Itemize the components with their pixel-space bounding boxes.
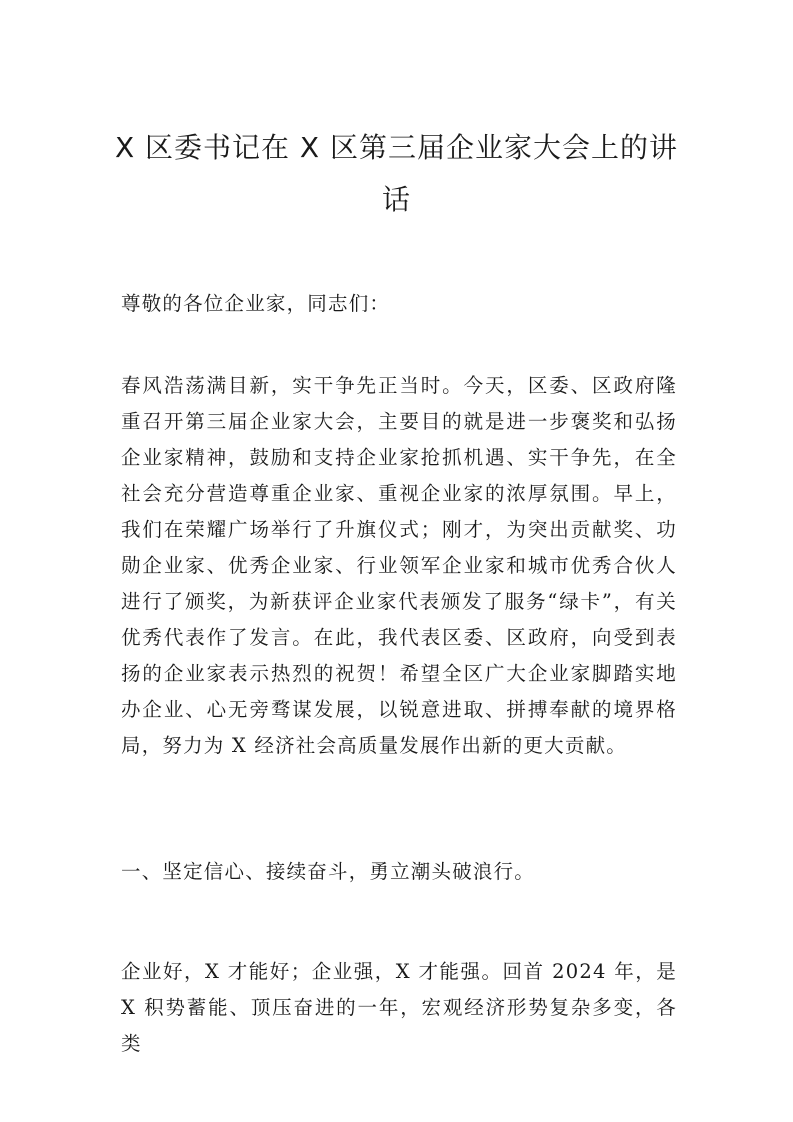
body-paragraph-1: 春风浩荡满目新，实干争先正当时。今天，区委、区政府隆重召开第三届企业家大会，主要目的就是进一步褒奖和弘扬企业家精神，鼓励和支持企业家抢抓机遇、实干争先，在全社会充分营造尊重企业家、重视企业家的浓厚氛围。早上，我们在荣耀广场举行了升旗仪式；刚才，为突出贡献奖、功勋企业家、优秀企业家、行业领军企业家和城市优秀合伙人进行了颁奖，为新获评企业家代表颁发了服务“绿卡”，有关优秀代表作了发言。在此，我代表区委、区政府，向受到表扬的企业家表示热烈的祝贺！希望全区广大企业家脚踏实地办企业、心无旁骛谋发展，以锐意进取、拼搏奉献的境界格局，努力为 X 经济社会高质量发展作出新的更大贡献。 — [121, 374, 677, 757]
section-heading-1: 一、坚定信心、接续奋斗，勇立潮头破浪行。 — [121, 860, 536, 883]
body-paragraph-2: 企业好，X 才能好；企业强，X 才能强。回首 2024 年，是 X 积势蓄能、顶压奋进的一年，宏观经济形势复杂多变，各类 — [121, 960, 677, 1055]
document-title: X 区委书记在 X 区第三届企业家大会上的讲话 — [114, 131, 679, 216]
salutation: 尊敬的各位企业家，同志们： — [121, 292, 391, 315]
